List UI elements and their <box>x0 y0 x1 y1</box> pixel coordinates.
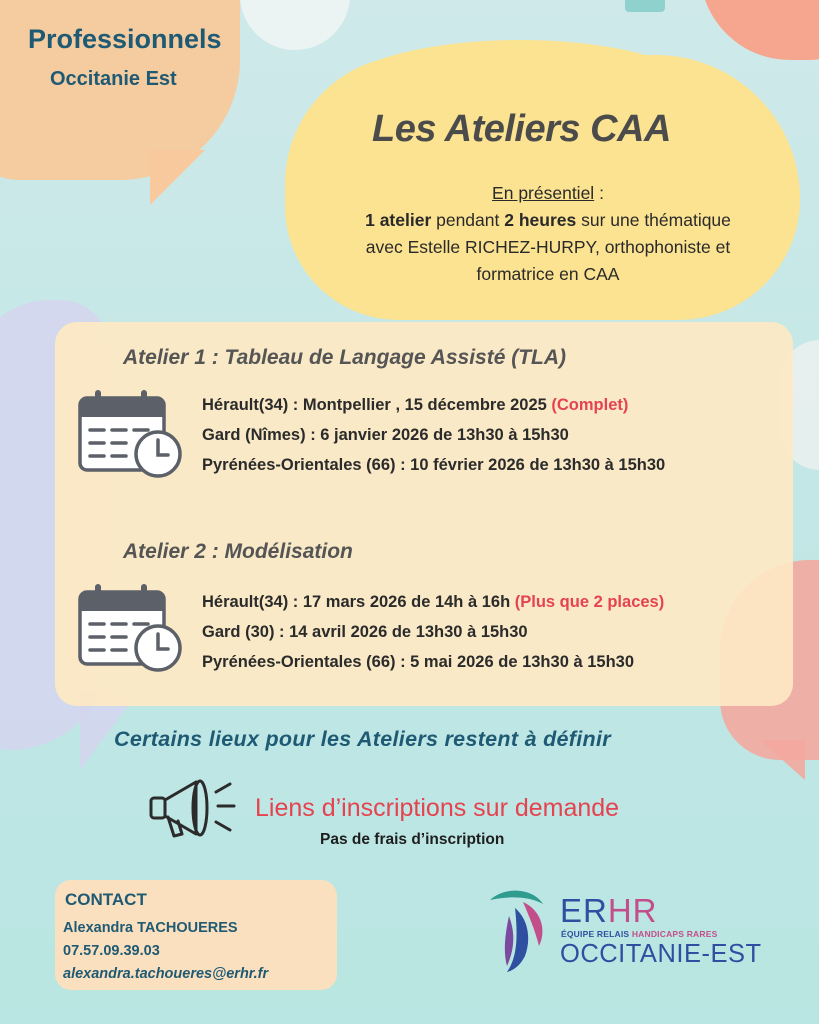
atelier-2-sessions <box>202 587 664 677</box>
intro-line-2: avec Estelle RICHEZ-HURPY, orthophoniste et <box>365 237 731 257</box>
atelier-2-title: Atelier 2 : Modélisation <box>123 540 353 563</box>
locations-notice: Certains lieux pour les Ateliers restent à définir <box>114 727 611 751</box>
page-title: Les Ateliers CAA <box>372 108 671 150</box>
session-text: Pyrénées-Orientales (66) : 10 février 2026 de 13h30 à 15h30 <box>202 456 666 474</box>
session-row <box>202 450 665 480</box>
intro-atelier-count: 1 atelier <box>365 210 432 230</box>
logo-hr: HR <box>607 892 658 929</box>
logo-region: OCCITANIE-EST <box>560 940 762 968</box>
session-row <box>202 390 665 420</box>
calendar-clock-icon <box>78 584 184 674</box>
bg-bubble-teal <box>625 0 665 12</box>
intro-line-3: formatrice en CAA <box>476 264 620 284</box>
logo-subtitle <box>561 929 717 939</box>
session-row <box>202 587 664 617</box>
contact-phone: 07.57.09.39.03 <box>63 943 160 959</box>
logo-subtitle-b: HANDICAPS RARES <box>631 929 718 939</box>
session-text: Gard (Nîmes) : 6 janvier 2026 de 13h30 à 15h30 <box>202 426 569 444</box>
intro-duration: 2 heures <box>504 210 577 230</box>
contact-name: Alexandra TACHOUERES <box>63 920 238 936</box>
atelier-1-title: Atelier 1 : Tableau de Langage Assisté (TLA) <box>123 346 567 369</box>
contact-box <box>55 880 337 990</box>
bg-bubble-salmon <box>700 0 819 60</box>
session-note-places: (Plus que 2 places) <box>514 593 665 611</box>
intro-text <box>298 180 798 288</box>
session-text: Gard (30) : 14 avril 2026 de 13h30 à 15h30 <box>202 623 528 641</box>
session-row <box>202 647 664 677</box>
bg-bubble-pink-tail <box>760 740 805 780</box>
atelier-1-sessions <box>202 390 665 480</box>
logo-er: ER <box>560 892 608 929</box>
session-row <box>202 420 665 450</box>
logo-subtitle-a: ÉQUIPE RELAIS <box>561 929 632 939</box>
calendar-clock-icon <box>78 390 184 480</box>
session-text: Hérault(34) : 17 mars 2026 de 14h à 16h <box>202 593 515 611</box>
contact-heading: CONTACT <box>65 890 147 909</box>
erhr-logo-mark <box>485 886 555 976</box>
session-row <box>202 617 664 647</box>
session-text: Hérault(34) : Montpellier , 15 décembre 2025 <box>202 396 552 414</box>
registration-links-text: Liens d’inscriptions sur demande <box>255 794 620 822</box>
contact-email[interactable]: alexandra.tachoueres@erhr.fr <box>63 966 269 982</box>
header-title: Professionnels <box>28 24 222 54</box>
no-fees-text: Pas de frais d’inscription <box>320 831 505 848</box>
header-region: Occitanie Est <box>50 68 177 90</box>
bg-bubble-white <box>240 0 350 50</box>
logo-wordmark <box>560 892 658 930</box>
intro-subhead-colon: : <box>594 183 604 203</box>
megaphone-icon <box>148 776 238 842</box>
bg-bubble-orange-tail <box>150 150 205 205</box>
intro-text-1: pendant <box>431 210 505 230</box>
intro-subhead: En présentiel <box>492 183 595 203</box>
session-text: Pyrénées-Orientales (66) : 5 mai 2026 de 13h30 à 15h30 <box>202 653 634 671</box>
intro-text-2: sur une thématique <box>576 210 731 230</box>
session-note-complet: (Complet) <box>551 396 629 414</box>
